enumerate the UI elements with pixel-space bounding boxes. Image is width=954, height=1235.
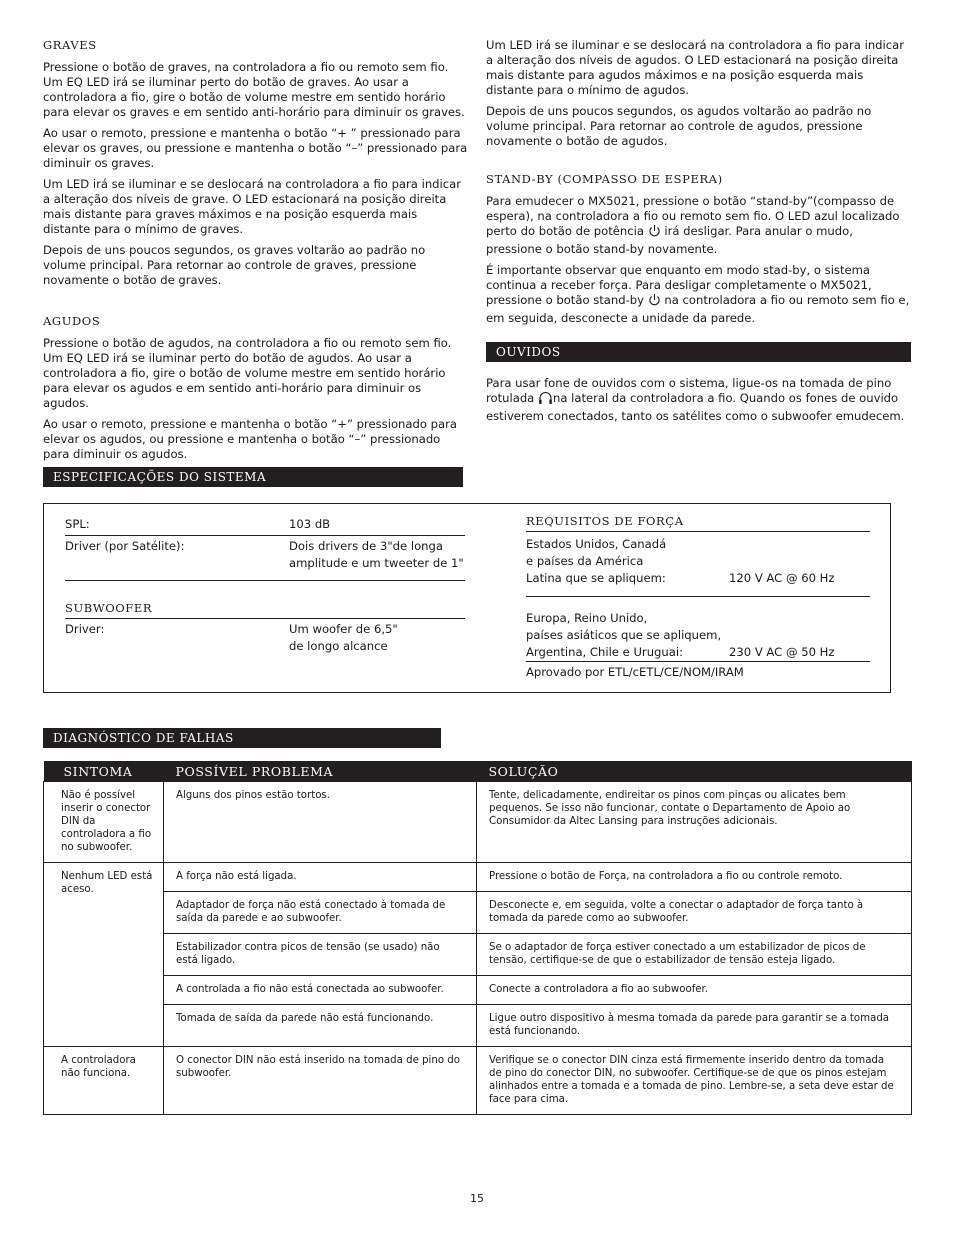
graves-heading: GRAVES: [43, 38, 97, 52]
solution-cell: Verifique se o conector DIN cinza está firmemente inserido dentro da tomada de pino do conector DIN, no subwoofer. Certifique-se de que os pinos estejam alinhados entre a tomada e a tomada de pino. Lembre-se, a seta deve estar de face para cima.: [477, 1047, 912, 1115]
problem-cell: A controlada a fio não está conectada ao subwoofer.: [164, 976, 477, 1005]
spec-value: Dois drivers de 3"de longa amplitude e um tweeter de 1": [289, 539, 464, 570]
spec-label: Driver (por Satélite):: [65, 539, 185, 553]
approved-text: Aprovado por ETL/cETL/CE/NOM/IRAM: [526, 665, 744, 679]
solution-cell: Ligue outro dispositivo à mesma tomada da parede para garantir se a tomada está funcionando.: [477, 1005, 912, 1047]
table-row: [44, 892, 912, 934]
standby-paragraph: [486, 263, 911, 326]
solution-cell: Tente, delicadamente, endireitar os pinos com pinças ou alicates bem pequenos. Se isso não funcionar, contate o Departamento de Apoio ao Consumidor da Altec Lansing para instruções adicionais.: [477, 782, 912, 863]
problem-cell: Alguns dos pinos estão tortos.: [164, 782, 477, 863]
agudos-paragraph: Ao usar o remoto, pressione e mantenha o botão “+” pressionado para elevar os agudos, ou pressione e mantenha o botão “–” pressionado para diminuir os agudos.: [43, 417, 457, 461]
graves-paragraph: Um LED irá se iluminar e se deslocará na controladora a fio para indicar a alteração dos níveis de grave. O LED estacionará na posição direita mais distante para graves máximos e na posição esquerda mais distante para o mínimo de graves.: [43, 177, 461, 236]
spec-label: Driver:: [65, 622, 105, 636]
ouvidos-text: na lateral da controladora a fio. Quando os fones de ouvido estiverem conectados, tanto os satélites como o subwoofer emudecem.: [486, 391, 905, 423]
problem-cell: O conector DIN não está inserido na tomada de pino do subwoofer.: [164, 1047, 477, 1115]
power-row-eu: Europa, Reino Unido, países asiáticos que se apliquem, Argentina, Chile e Uruguai: 230 V AC @ 50 Hz: [526, 597, 870, 661]
table-row: [44, 976, 912, 1005]
ouvidos-text: Para usar fone de ouvidos com o sistema, ligue-os na tomada de pino rotulada: [486, 376, 892, 405]
problem-cell: Estabilizador contra picos de tensão (se usado) não está ligado.: [164, 934, 477, 976]
standby-text: na controladora a fio ou remoto sem fio e, em seguida, desconecte a unidade da parede.: [486, 293, 910, 325]
diag-heading: DIAGNÓSTICO DE FALHAS: [43, 728, 441, 748]
table-row: [44, 934, 912, 976]
right-column: [486, 38, 911, 430]
header-solucao: SOLUÇÃO: [477, 761, 912, 782]
power-value: 230 V AC @ 50 Hz: [729, 645, 835, 659]
solution-cell: Pressione o botão de Força, na controladora a fio ou controle remoto.: [477, 863, 912, 892]
symptom-cell: Não é possível inserir o conector DIN da controladora a fio no subwoofer.: [44, 782, 164, 863]
standby-text: Para emudecer o MX5021, pressione o botão “stand-by”(compasso de espera), na controladora a fio ou remoto sem fio. O LED azul localizado perto do botão de potência: [486, 194, 900, 238]
standby-heading: STAND-BY (COMPASSO DE ESPERA): [486, 172, 723, 186]
table-row: [44, 1047, 912, 1115]
ouvidos-heading: OUVIDOS: [486, 342, 911, 362]
graves-paragraph: Pressione o botão de graves, na controladora a fio ou remoto sem fio. Um EQ LED irá se iluminar perto do botão de graves. Ao usar a controladora a fio, gire o botão de volume mestre em sentido horário para elevar os graves e em sentido anti-horário para diminuir os graves.: [43, 60, 465, 119]
specs-box: [43, 503, 891, 693]
graves-paragraph: Depois de uns poucos segundos, os graves voltarão ao padrão no volume principal. Para retornar ao controle de graves, pressione novamente o botão de graves.: [43, 243, 426, 287]
headphones-icon: [538, 391, 553, 409]
agudos-paragraph: Pressione o botão de agudos, na controladora a fio ou remoto sem fio. Um EQ LED irá se iluminar perto do botão de agudos. Ao usar a controladora a fio, gire o botão de volume mestre em sentido horário para elevar os agudos e em sentido anti-horário para diminuir os agudos.: [43, 336, 452, 410]
power-heading: REQUISITOS DE FORÇA: [526, 514, 684, 528]
problem-cell: Tomada de saída da parede não está funcionando.: [164, 1005, 477, 1047]
symptom-cell: A controladora não funciona.: [44, 1047, 164, 1115]
table-row: [44, 782, 912, 863]
solution-cell: Conecte a controladora a fio ao subwoofer.: [477, 976, 912, 1005]
spec-row-driver: [65, 536, 465, 580]
agudos-heading: AGUDOS: [43, 314, 101, 328]
power-icon: [648, 293, 661, 311]
spec-row-spl: [65, 514, 465, 535]
spec-row-sub-driver: [65, 619, 465, 657]
diag-header-row: [44, 761, 912, 782]
left-column: [43, 38, 468, 468]
ouvidos-paragraph: [486, 376, 911, 424]
standby-text: É importante observar que enquanto em modo stad-by, o sistema continua a receber força. Para desligar completamente o MX5021, pressione o botão stand-by: [486, 263, 872, 307]
header-problema: POSSÍVEL PROBLEMA: [164, 761, 477, 782]
subwoofer-heading: SUBWOOFER: [65, 601, 153, 615]
solution-cell: Desconecte e, em seguida, volte a conectar o adaptador de força tanto à tomada da parede como ao subwoofer.: [477, 892, 912, 934]
standby-paragraph: [486, 194, 911, 257]
graves-paragraph: Ao usar o remoto, pressione e mantenha o botão “+ ” pressionado para elevar os graves, ou pressione e mantenha o botão “–” pressionado para diminuir os graves.: [43, 126, 468, 170]
power-row-us: Estados Unidos, Canadá e países da América Latina que se apliquem: 120 V AC @ 60 Hz: [526, 532, 870, 596]
spec-value: 103 dB: [289, 517, 331, 531]
symptom-cell: Nenhum LED está aceso.: [44, 863, 164, 1047]
problem-cell: A força não está ligada.: [164, 863, 477, 892]
agudos-paragraph: Um LED irá se iluminar e se deslocará na controladora a fio para indicar a alteração dos níveis de agudos. O LED estacionará na posição direita mais distante para agudos máximos e na posição esquerda mais distante para o mínimo de agudos.: [486, 38, 904, 97]
specs-power: [526, 514, 870, 681]
agudos-paragraph: Depois de uns poucos segundos, os agudos voltarão ao padrão no volume principal. Para retornar ao controle de agudos, pressione novamente o botão de agudos.: [486, 104, 872, 148]
page-number: 15: [470, 1192, 484, 1205]
table-row: [44, 863, 912, 892]
spec-value: Um woofer de 6,5" de longo alcance: [289, 622, 398, 653]
table-row: [44, 1005, 912, 1047]
standby-text: irá desligar. Para anular o mudo, pressione o botão stand-by novamente.: [486, 224, 853, 256]
diag-table: [43, 761, 912, 1115]
header-sintoma: SINTOMA: [44, 761, 164, 782]
specs-satellite: [65, 514, 465, 657]
spec-label: SPL:: [65, 517, 90, 531]
solution-cell: Se o adaptador de força estiver conectado a um estabilizador de picos de tensão, certifique-se de que o estabilizador de tensão esteja ligado.: [477, 934, 912, 976]
specs-heading: ESPECIFICAÇÕES DO SISTEMA: [43, 467, 463, 487]
power-value: 120 V AC @ 60 Hz: [729, 571, 835, 585]
problem-cell: Adaptador de força não está conectado à tomada de saída da parede e ao subwoofer.: [164, 892, 477, 934]
power-icon: [648, 224, 661, 242]
